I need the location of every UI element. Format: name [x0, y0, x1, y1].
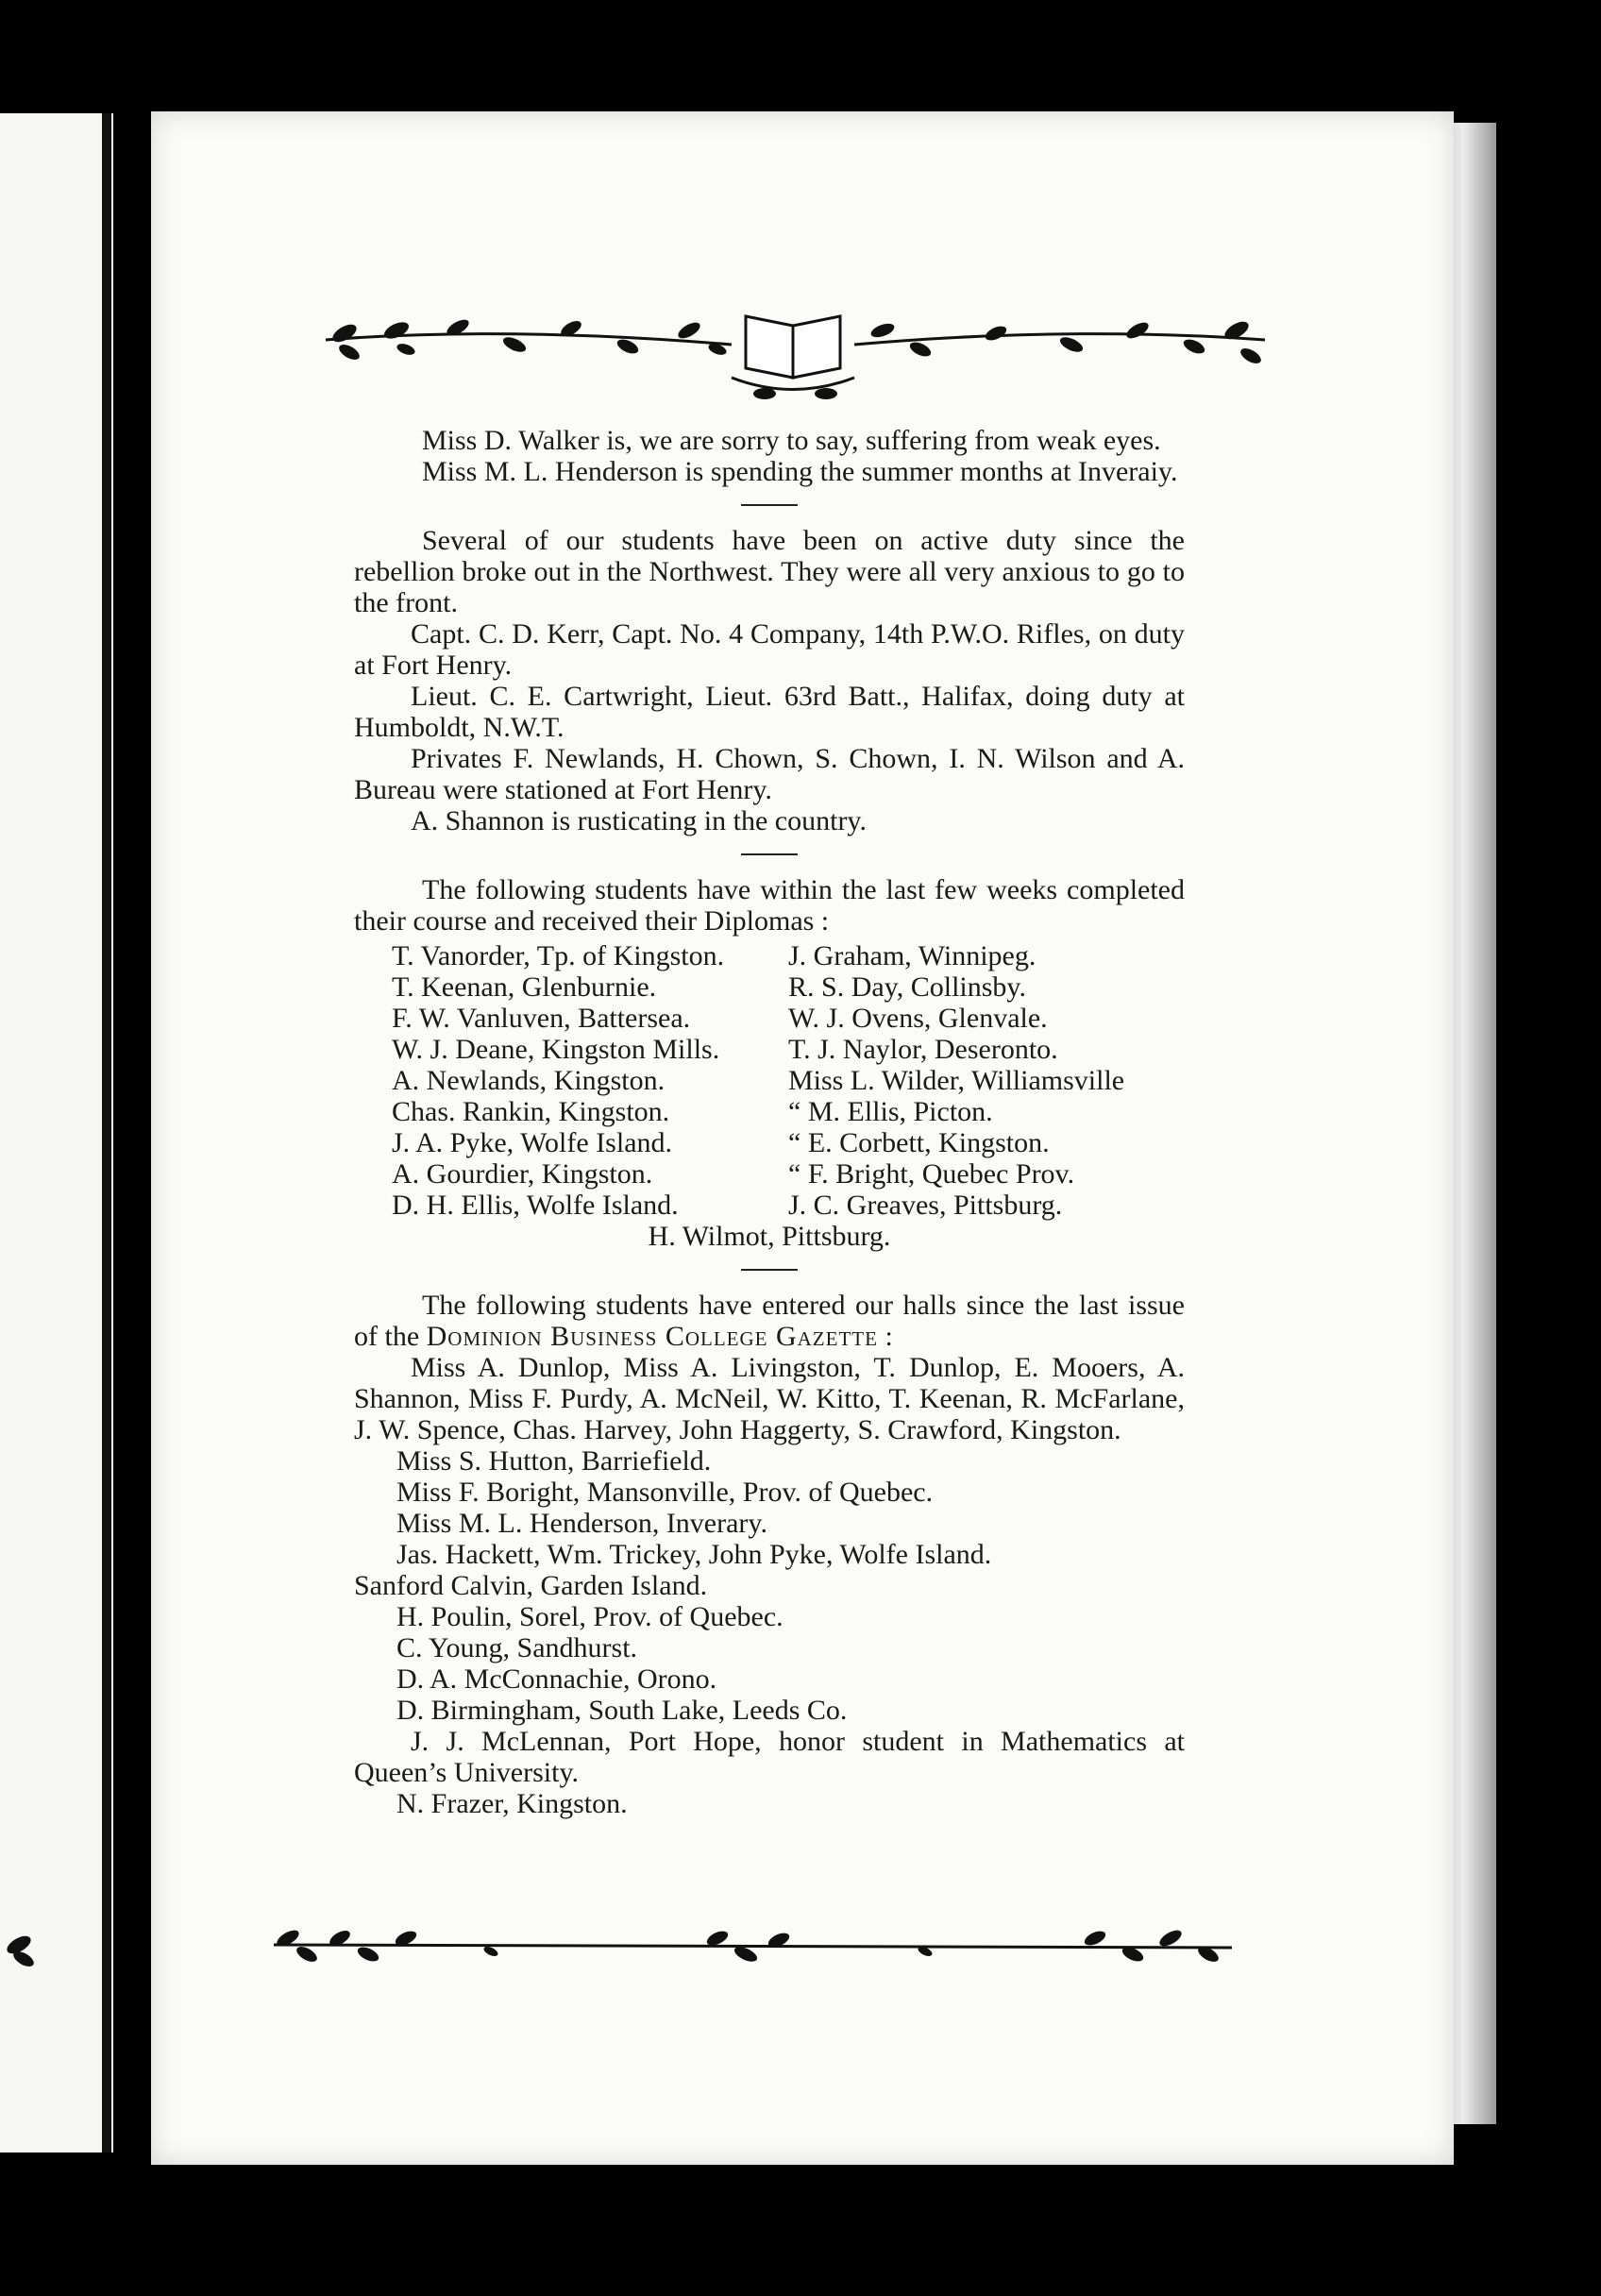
active-duty-cartwright: Lieut. C. E. Cartwright, Lieut. 63rd Batt., Halifax, doing duty at Humboldt, N.W.T. — [354, 681, 1185, 743]
left-page-edge — [0, 113, 113, 2152]
entered-mclennan: J. J. McLennan, Port Hope, honor student in Mathematics at Queen’s University. — [354, 1726, 1185, 1788]
active-duty-kerr: Capt. C. D. Kerr, Capt. No. 4 Company, 14th P.W.O. Rifles, on duty at Fort Henry. — [354, 618, 1185, 681]
section-divider — [741, 853, 798, 855]
list-item: J. Graham, Winnipeg. — [788, 940, 1036, 971]
list-item: D. H. Ellis, Wolfe Island. — [392, 1190, 679, 1221]
section-divider — [741, 1269, 798, 1271]
list-item: T. J. Naylor, Deseronto. — [788, 1034, 1058, 1065]
note-walker: Miss D. Walker is, we are sorry to say, suffering from weak eyes. — [422, 425, 1161, 456]
list-item: J. A. Pyke, Wolfe Island. — [392, 1127, 673, 1158]
list-item: Jas. Hackett, Wm. Trickey, John Pyke, Wolfe Island. — [396, 1539, 992, 1570]
diploma-last-line: H. Wilmot, Pittsburg. — [648, 1221, 891, 1252]
entered-group: Miss A. Dunlop, Miss A. Livingston, T. Dunlop, E. Mooers, A. Shannon, Miss F. Purdy, A. McNeil, W. Kitto, T. Keenan, R. McFarlane, J. W. Spence, Chas. Harvey, John Haggerty, S. Crawford, Kingston. — [354, 1352, 1185, 1445]
list-item: R. S. Day, Collinsby. — [788, 971, 1026, 1003]
list-item: W. J. Ovens, Glenvale. — [788, 1003, 1048, 1034]
list-item: Miss M. L. Henderson, Inverary. — [396, 1508, 767, 1539]
diplomas-intro: The following students have within the last few weeks completed their course and received their Diplomas : — [354, 874, 1185, 937]
list-item: “ M. Ellis, Picton. — [788, 1096, 993, 1127]
diploma-right-column — [788, 940, 1185, 1221]
diploma-left-column — [392, 940, 788, 1221]
active-duty-shannon: A. Shannon is rusticating in the country. — [411, 805, 867, 836]
gazette-title: Dominion Business College Gazette — [426, 1321, 878, 1352]
list-item: Chas. Rankin, Kingston. — [392, 1096, 670, 1127]
article-body — [354, 425, 1185, 1819]
list-item: Miss S. Hutton, Barriefield. — [396, 1445, 712, 1477]
list-item: “ F. Bright, Quebec Prov. — [788, 1158, 1075, 1190]
list-item: “ E. Corbett, Kingston. — [788, 1127, 1050, 1158]
holly-garland-icon — [264, 1912, 1241, 1978]
diploma-list — [392, 940, 1185, 1221]
list-item: D. Birmingham, South Lake, Leeds Co. — [396, 1695, 848, 1726]
list-item: H. Poulin, Sorel, Prov. of Quebec. — [396, 1601, 784, 1632]
entered-intro-start: The following students have entered our halls since the last issue of the — [354, 1290, 1185, 1352]
list-item: T. Vanorder, Tp. of Kingston. — [392, 940, 725, 971]
list-item: C. Young, Sandhurst. — [396, 1632, 638, 1663]
active-duty-intro: Several of our students have been on active duty since the rebellion broke out in the Northwest. They were all very anxious to go to the front. — [354, 525, 1185, 618]
list-item: T. Keenan, Glenburnie. — [392, 971, 657, 1003]
list-item: D. A. McConnachie, Orono. — [396, 1663, 717, 1695]
list-item: F. W. Vanluven, Battersea. — [392, 1003, 691, 1034]
entered-intro-end: : — [877, 1321, 893, 1352]
list-item: Miss L. Wilder, Williamsville — [788, 1065, 1125, 1096]
list-item: Miss F. Boright, Mansonville, Prov. of Quebec. — [396, 1477, 934, 1508]
list-item: J. C. Greaves, Pittsburg. — [788, 1190, 1063, 1221]
holly-garland-book-icon — [316, 288, 1274, 411]
page-gutter — [102, 113, 111, 2152]
active-duty-privates: Privates F. Newlands, H. Chown, S. Chown, I. N. Wilson and A. Bureau were stationed at Fort Henry. — [354, 743, 1185, 805]
list-item: A. Gourdier, Kingston. — [392, 1158, 653, 1190]
list-item: W. J. Deane, Kingston Mills. — [392, 1034, 720, 1065]
list-item: Sanford Calvin, Garden Island. — [354, 1570, 708, 1601]
section-divider — [741, 504, 798, 506]
list-item: A. Newlands, Kingston. — [392, 1065, 666, 1096]
entered-intro — [354, 1290, 1185, 1352]
note-henderson: Miss M. L. Henderson is spending the summer months at Inveraiy. — [422, 456, 1178, 487]
list-item: N. Frazer, Kingston. — [396, 1788, 628, 1819]
holly-fragment-icon — [0, 1926, 42, 1973]
